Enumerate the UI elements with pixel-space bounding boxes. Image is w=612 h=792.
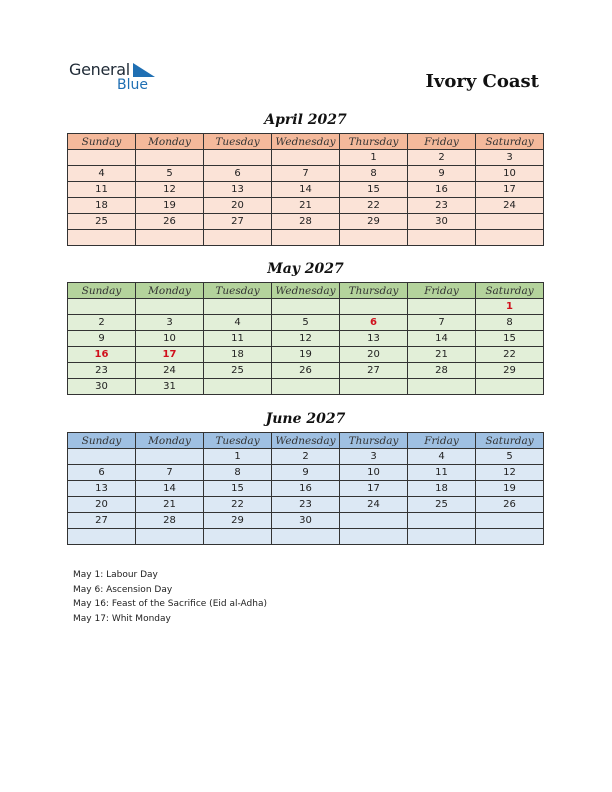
day-cell: 24 <box>476 198 544 214</box>
day-cell: 26 <box>136 214 204 230</box>
day-cell: 24 <box>340 497 408 513</box>
day-cell: 11 <box>68 182 136 198</box>
day-cell: 30 <box>272 513 340 529</box>
weekday-header: Wednesday <box>272 433 340 449</box>
day-cell: 4 <box>68 166 136 182</box>
day-cell: 8 <box>476 315 544 331</box>
day-cell <box>340 299 408 315</box>
week-row <box>68 315 544 331</box>
day-cell: 1 <box>340 150 408 166</box>
logo-flag-icon <box>133 63 155 77</box>
week-row <box>68 331 544 347</box>
day-cell: 22 <box>476 347 544 363</box>
week-row <box>68 347 544 363</box>
day-cell: 10 <box>136 331 204 347</box>
day-cell: 5 <box>272 315 340 331</box>
day-cell: 29 <box>204 513 272 529</box>
day-cell: 17 <box>476 182 544 198</box>
weekday-header-row <box>68 433 544 449</box>
week-row <box>68 150 544 166</box>
week-row <box>68 198 544 214</box>
country-title: Ivory Coast <box>425 71 539 92</box>
logo-text-blue: Blue <box>117 77 148 93</box>
holiday-note: May 17: Whit Monday <box>73 613 171 624</box>
weekday-header: Monday <box>136 433 204 449</box>
weekday-header: Friday <box>408 134 476 150</box>
day-cell: 7 <box>408 315 476 331</box>
day-cell <box>408 529 476 545</box>
calendar-april <box>67 133 544 246</box>
weekday-header-row <box>68 134 544 150</box>
day-cell: 11 <box>204 331 272 347</box>
day-cell: 16 <box>408 182 476 198</box>
week-row <box>68 299 544 315</box>
day-cell <box>272 230 340 246</box>
weekday-header: Friday <box>408 283 476 299</box>
day-cell <box>340 529 408 545</box>
calendar-may <box>67 282 544 395</box>
day-cell: 1 <box>476 299 544 315</box>
day-cell <box>476 379 544 395</box>
week-row <box>68 465 544 481</box>
day-cell: 7 <box>136 465 204 481</box>
day-cell: 7 <box>272 166 340 182</box>
day-cell: 20 <box>340 347 408 363</box>
day-cell: 13 <box>204 182 272 198</box>
day-cell: 3 <box>340 449 408 465</box>
day-cell <box>340 513 408 529</box>
weekday-header: Monday <box>136 283 204 299</box>
month-title-april: April 2027 <box>264 112 347 128</box>
day-cell: 19 <box>136 198 204 214</box>
day-cell: 25 <box>408 497 476 513</box>
day-cell: 21 <box>408 347 476 363</box>
week-row <box>68 214 544 230</box>
week-row <box>68 363 544 379</box>
day-cell <box>408 299 476 315</box>
day-cell: 6 <box>340 315 408 331</box>
day-cell <box>272 529 340 545</box>
weekday-header: Thursday <box>340 134 408 150</box>
day-cell <box>136 230 204 246</box>
week-row <box>68 449 544 465</box>
weekday-header: Saturday <box>476 134 544 150</box>
month-title-june: June 2027 <box>265 411 346 427</box>
logo-text-general: General <box>69 60 130 79</box>
day-cell: 21 <box>136 497 204 513</box>
day-cell: 15 <box>204 481 272 497</box>
day-cell <box>272 299 340 315</box>
day-cell: 13 <box>340 331 408 347</box>
day-cell: 9 <box>68 331 136 347</box>
day-cell <box>136 529 204 545</box>
day-cell: 3 <box>136 315 204 331</box>
day-cell <box>272 379 340 395</box>
month-title-may: May 2027 <box>267 261 344 277</box>
day-cell: 14 <box>272 182 340 198</box>
weekday-header: Thursday <box>340 433 408 449</box>
day-cell <box>68 449 136 465</box>
day-cell: 23 <box>408 198 476 214</box>
day-cell: 26 <box>476 497 544 513</box>
day-cell: 16 <box>272 481 340 497</box>
day-cell <box>68 299 136 315</box>
day-cell: 14 <box>408 331 476 347</box>
generalblue-logo <box>69 60 159 96</box>
day-cell: 12 <box>272 331 340 347</box>
day-cell: 30 <box>408 214 476 230</box>
day-cell: 17 <box>340 481 408 497</box>
weekday-header: Tuesday <box>204 283 272 299</box>
day-cell: 4 <box>408 449 476 465</box>
weekday-header: Tuesday <box>204 134 272 150</box>
week-row <box>68 513 544 529</box>
week-row <box>68 379 544 395</box>
day-cell: 16 <box>68 347 136 363</box>
day-cell: 19 <box>476 481 544 497</box>
day-cell: 28 <box>408 363 476 379</box>
day-cell <box>340 379 408 395</box>
day-cell: 25 <box>68 214 136 230</box>
day-cell: 14 <box>136 481 204 497</box>
day-cell <box>204 299 272 315</box>
weekday-header: Sunday <box>68 433 136 449</box>
day-cell <box>408 379 476 395</box>
holiday-note: May 6: Ascension Day <box>73 584 173 595</box>
day-cell: 4 <box>204 315 272 331</box>
day-cell: 2 <box>408 150 476 166</box>
day-cell: 23 <box>272 497 340 513</box>
day-cell: 5 <box>136 166 204 182</box>
day-cell: 9 <box>272 465 340 481</box>
week-row <box>68 230 544 246</box>
weekday-header: Sunday <box>68 283 136 299</box>
week-row <box>68 497 544 513</box>
day-cell <box>204 379 272 395</box>
day-cell: 31 <box>136 379 204 395</box>
day-cell: 27 <box>204 214 272 230</box>
day-cell <box>136 449 204 465</box>
day-cell: 29 <box>476 363 544 379</box>
day-cell: 22 <box>340 198 408 214</box>
day-cell: 8 <box>204 465 272 481</box>
day-cell: 22 <box>204 497 272 513</box>
day-cell <box>408 230 476 246</box>
weekday-header: Friday <box>408 433 476 449</box>
day-cell: 1 <box>204 449 272 465</box>
day-cell: 29 <box>340 214 408 230</box>
day-cell: 2 <box>272 449 340 465</box>
day-cell: 28 <box>272 214 340 230</box>
day-cell: 20 <box>204 198 272 214</box>
week-row <box>68 481 544 497</box>
calendar-june <box>67 432 544 545</box>
day-cell: 12 <box>476 465 544 481</box>
weekday-header: Sunday <box>68 134 136 150</box>
weekday-header: Wednesday <box>272 134 340 150</box>
day-cell: 6 <box>68 465 136 481</box>
day-cell: 11 <box>408 465 476 481</box>
week-row <box>68 166 544 182</box>
day-cell: 9 <box>408 166 476 182</box>
day-cell: 20 <box>68 497 136 513</box>
day-cell: 5 <box>476 449 544 465</box>
day-cell: 10 <box>340 465 408 481</box>
day-cell <box>476 529 544 545</box>
day-cell <box>68 529 136 545</box>
day-cell: 18 <box>204 347 272 363</box>
day-cell: 15 <box>340 182 408 198</box>
week-row <box>68 182 544 198</box>
day-cell <box>408 513 476 529</box>
day-cell <box>136 150 204 166</box>
day-cell <box>204 150 272 166</box>
day-cell: 13 <box>68 481 136 497</box>
holiday-note: May 16: Feast of the Sacrifice (Eid al-Adha) <box>73 599 267 609</box>
weekday-header: Wednesday <box>272 283 340 299</box>
day-cell <box>340 230 408 246</box>
day-cell: 21 <box>272 198 340 214</box>
day-cell <box>136 299 204 315</box>
day-cell <box>476 214 544 230</box>
day-cell: 30 <box>68 379 136 395</box>
weekday-header: Tuesday <box>204 433 272 449</box>
day-cell: 17 <box>136 347 204 363</box>
weekday-header: Saturday <box>476 283 544 299</box>
day-cell: 10 <box>476 166 544 182</box>
day-cell: 23 <box>68 363 136 379</box>
day-cell: 26 <box>272 363 340 379</box>
day-cell <box>476 513 544 529</box>
day-cell <box>68 230 136 246</box>
day-cell: 2 <box>68 315 136 331</box>
weekday-header-row <box>68 283 544 299</box>
day-cell <box>204 529 272 545</box>
day-cell: 27 <box>68 513 136 529</box>
weekday-header: Saturday <box>476 433 544 449</box>
day-cell <box>68 150 136 166</box>
day-cell: 28 <box>136 513 204 529</box>
day-cell: 27 <box>340 363 408 379</box>
weekday-header: Thursday <box>340 283 408 299</box>
day-cell: 6 <box>204 166 272 182</box>
holiday-notes <box>73 568 267 626</box>
day-cell: 18 <box>68 198 136 214</box>
day-cell: 18 <box>408 481 476 497</box>
day-cell <box>476 230 544 246</box>
day-cell <box>272 150 340 166</box>
holiday-note: May 1: Labour Day <box>73 570 158 580</box>
day-cell: 3 <box>476 150 544 166</box>
day-cell: 24 <box>136 363 204 379</box>
day-cell <box>204 230 272 246</box>
weekday-header: Monday <box>136 134 204 150</box>
day-cell: 19 <box>272 347 340 363</box>
day-cell: 12 <box>136 182 204 198</box>
day-cell: 15 <box>476 331 544 347</box>
day-cell: 25 <box>204 363 272 379</box>
week-row <box>68 529 544 545</box>
day-cell: 8 <box>340 166 408 182</box>
